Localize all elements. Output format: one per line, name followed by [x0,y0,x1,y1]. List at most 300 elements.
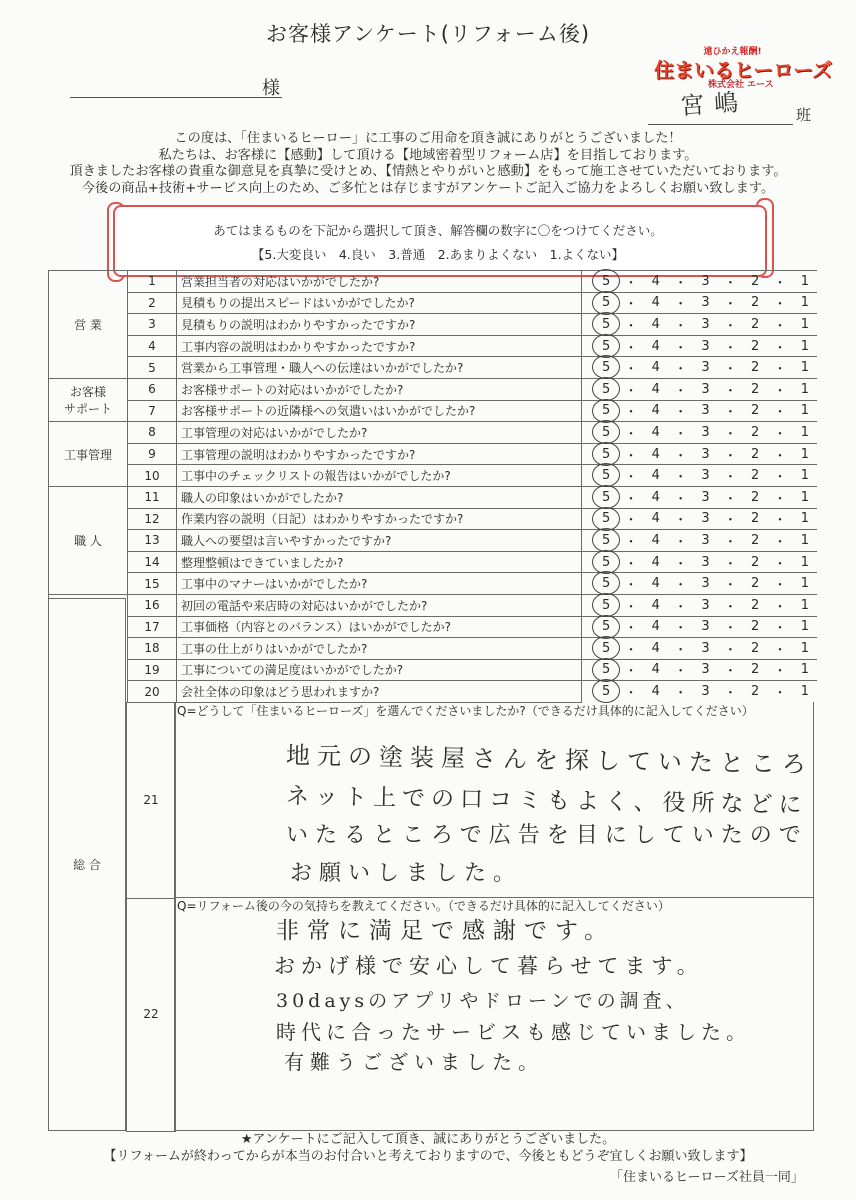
rating-scale[interactable] [582,465,818,487]
rating-option[interactable]: 4 [651,403,660,419]
page-title: お客様アンケート(リフォーム後) [265,22,591,46]
question-row [49,573,818,595]
handwritten-team-name: 宮嶋 [679,87,750,121]
q22-answer-line: 非常に満足で感謝です。 [276,918,616,944]
rating-option[interactable]: 2 [751,619,760,635]
separator-dot: ・ [624,318,638,334]
footer-text [0,1131,856,1165]
separator-dot: ・ [624,405,638,421]
separator-dot: ・ [674,491,688,507]
rating-scale[interactable] [582,378,818,400]
rating-option[interactable]: 4 [651,619,660,635]
rating-option[interactable]: 1 [800,468,809,484]
rating-option[interactable]: 2 [751,662,760,678]
q22-number: 22 [126,897,176,1132]
separator-dot: ・ [773,621,787,637]
answer-circle-mark [592,291,620,315]
rating-option[interactable]: 1 [800,403,809,419]
instruction-scroll [113,205,767,277]
instructions: あてはまるものを下記から選択して頂き、解答欄の数字に〇をつけてください。 [213,223,663,238]
question-number: 10 [128,465,177,487]
rating-option[interactable]: 3 [701,295,710,311]
rating-option[interactable]: 3 [701,273,710,289]
rating-option[interactable]: 1 [800,576,809,592]
question-text: 職人への要望は言いやすかったですか? [177,530,582,552]
question-text: 初回の電話や来店時の対応はいかがでしたか? [177,594,582,616]
answer-circle-mark [592,377,620,401]
footer-line1: ★アンケートにご記入して頂き、誠にありがとうございました。 [240,1132,616,1147]
separator-dot: ・ [674,362,688,378]
separator-dot: ・ [723,275,737,291]
answer-circle-mark [592,485,620,509]
rating-option[interactable]: 2 [751,576,760,592]
separator-dot: ・ [723,448,737,464]
rating-option[interactable]: 5 [602,295,611,311]
rating-option[interactable]: 2 [751,360,760,376]
rating-option[interactable]: 4 [651,684,660,700]
rating-option[interactable]: 4 [651,424,660,440]
company-logo [650,44,833,90]
rating-option[interactable]: 3 [701,381,710,397]
separator-dot: ・ [674,405,688,421]
rating-option[interactable]: 4 [651,381,660,397]
rating-option[interactable]: 5 [602,640,611,656]
question-number: 3 [128,314,177,336]
separator-dot: ・ [773,340,787,356]
rating-option[interactable]: 2 [751,403,760,419]
intro-line: 私たちは、お客様に【感動】して頂ける【地域密着型リフォーム店】を目指しております。 [158,147,698,163]
separator-dot: ・ [773,491,787,507]
question-row [49,335,818,357]
rating-option[interactable]: 3 [701,619,710,635]
separator-dot: ・ [674,448,688,464]
separator-dot: ・ [773,426,787,442]
category-management: 工事管理 [49,422,128,487]
rating-option[interactable]: 2 [751,316,760,332]
rating-option[interactable]: 3 [701,576,710,592]
rating-option[interactable]: 3 [701,360,710,376]
question-text: 工事中のチェックリストの報告はいかがでしたか? [177,465,582,487]
rating-option[interactable]: 4 [651,576,660,592]
rating-option[interactable]: 3 [701,424,710,440]
rating-option[interactable]: 4 [651,554,660,570]
rating-scale[interactable] [582,681,818,703]
question-text: 工事管理の説明はわかりやすかったですか? [177,443,582,465]
rating-option[interactable]: 5 [602,489,611,505]
separator-dot: ・ [773,556,787,572]
rating-option[interactable]: 5 [602,619,611,635]
separator-dot: ・ [773,318,787,334]
rating-scale[interactable] [582,508,818,530]
separator-dot: ・ [723,362,737,378]
rating-option[interactable]: 4 [651,597,660,613]
question-number: 2 [128,292,177,314]
logo-tagline: 遠ひかえ報酬! [703,47,762,57]
rating-option[interactable]: 3 [701,532,710,548]
separator-dot: ・ [723,513,737,529]
rating-option[interactable]: 1 [800,489,809,505]
separator-dot: ・ [624,599,638,615]
q21-answer-line: お願いしました。 [290,861,523,886]
separator-dot: ・ [674,513,688,529]
rating-option[interactable]: 5 [602,468,611,484]
rating-option[interactable]: 1 [800,295,809,311]
rating-option[interactable]: 4 [651,662,660,678]
rating-option[interactable]: 1 [800,597,809,613]
separator-dot: ・ [624,642,638,658]
rating-option[interactable]: 2 [751,684,760,700]
rating-option[interactable]: 4 [651,489,660,505]
separator-dot: ・ [723,664,737,680]
question-text: 会社全体の印象はどう思われますか? [177,681,582,703]
rating-scale[interactable] [582,659,818,681]
scale-legend: 【5.大変良い 4.良い 3.普通 2.あまりよくない 1.よくない】 [251,247,625,262]
separator-dot: ・ [723,621,737,637]
question-row [49,443,818,465]
q22-answer-line: おかげ様で安心して暮らせてます。 [274,954,704,978]
rating-option[interactable]: 2 [751,381,760,397]
separator-dot: ・ [674,426,688,442]
rating-option[interactable]: 4 [651,295,660,311]
customer-suffix: 様 [262,78,280,99]
rating-option[interactable]: 4 [651,273,660,289]
separator-dot: ・ [624,275,638,291]
rating-option[interactable]: 2 [751,511,760,527]
rating-option[interactable]: 2 [751,554,760,570]
separator-dot: ・ [723,426,737,442]
rating-option[interactable]: 1 [800,662,809,678]
separator-dot: ・ [624,664,638,680]
separator-dot: ・ [773,686,787,702]
rating-option[interactable]: 2 [751,424,760,440]
rating-option[interactable]: 2 [751,338,760,354]
rating-option[interactable]: 5 [602,532,611,548]
rating-option[interactable]: 1 [800,640,809,656]
separator-dot: ・ [624,513,638,529]
question-text: 職人の印象はいかがでしたか? [177,486,582,508]
customer-name-line [70,97,282,98]
rating-option[interactable]: 1 [800,273,809,289]
rating-option[interactable]: 5 [602,316,611,332]
rating-scale[interactable] [582,551,818,573]
rating-scale[interactable] [582,314,818,336]
rating-option[interactable]: 1 [800,424,809,440]
answer-circle-mark [592,507,620,531]
question-number: 16 [128,594,177,616]
rating-option[interactable]: 3 [701,511,710,527]
rating-option[interactable]: 5 [602,338,611,354]
separator-dot: ・ [773,405,787,421]
separator-dot: ・ [723,642,737,658]
q22-answer-line: 30daysのアプリやドローンでの調査、 [276,990,689,1012]
rating-scale[interactable] [582,443,818,465]
separator-dot: ・ [773,513,787,529]
rating-option[interactable]: 1 [800,684,809,700]
question-row [49,616,818,638]
separator-dot: ・ [624,578,638,594]
question-number: 13 [128,530,177,552]
question-text: 見積もりの提出スピードはいかがでしたか? [177,292,582,314]
rating-option[interactable]: 3 [701,684,710,700]
rating-option[interactable]: 5 [602,684,611,700]
question-text: 工事内容の説明はわかりやすかったですか? [177,335,582,357]
separator-dot: ・ [674,664,688,680]
question-row [49,271,818,293]
question-number: 7 [128,400,177,422]
rating-option[interactable]: 5 [602,273,611,289]
category-sales: 営 業 [49,271,128,379]
rating-option[interactable]: 3 [701,446,710,462]
separator-dot: ・ [674,599,688,615]
rating-option[interactable]: 5 [602,554,611,570]
separator-dot: ・ [723,470,737,486]
separator-dot: ・ [773,599,787,615]
question-text: 整理整頓はできていましたか? [177,551,582,573]
separator-dot: ・ [773,470,787,486]
question-text: 工事価格（内容とのバランス）はいかがでしたか? [177,616,582,638]
rating-option[interactable]: 2 [751,446,760,462]
separator-dot: ・ [723,340,737,356]
category-overall: 総 合 [48,598,126,1131]
q21-answer-line: 地元の塗装屋さんを探していたところ [285,741,814,779]
separator-dot: ・ [674,340,688,356]
rating-option[interactable]: 2 [751,273,760,289]
answer-circle-mark [592,442,620,466]
separator-dot: ・ [773,275,787,291]
question-number: 9 [128,443,177,465]
rating-option[interactable]: 1 [800,511,809,527]
intro-text [0,131,856,197]
rating-scale[interactable] [582,422,818,444]
question-row [49,465,818,487]
separator-dot: ・ [674,556,688,572]
intro-line: 頂きましたお客様の貴重な御意見を真摯に受けとめ、【情熱とやりがいと感動】をもって施工させていただいております。 [69,164,787,179]
rating-option[interactable]: 4 [651,468,660,484]
q21-number: 21 [126,702,176,899]
question-number: 17 [128,616,177,638]
question-number: 18 [128,638,177,660]
answer-circle-mark [592,593,620,617]
rating-option[interactable]: 2 [751,532,760,548]
question-number: 5 [128,357,177,379]
rating-option[interactable]: 5 [602,381,611,397]
separator-dot: ・ [723,318,737,334]
question-text: 工事中のマナーはいかがでしたか? [177,573,582,595]
rating-scale[interactable] [582,594,818,616]
intro-line: 今後の商品+技術+サービス向上のため、ご多忙とは存じますがアンケートご記入ご協力をよろしくお願い致します。 [81,180,775,196]
question-text: 作業内容の説明（日記）はわかりやすかったですか? [177,508,582,530]
rating-option[interactable]: 5 [602,446,611,462]
answer-circle-mark [592,420,620,444]
category-craftsman: 職 人 [49,486,128,594]
question-number: 6 [128,378,177,400]
question-row [49,681,818,703]
separator-dot: ・ [773,362,787,378]
question-number: 1 [128,271,177,293]
answer-circle-mark [592,658,620,682]
q22-answer-line: 時代に合ったサービスも感じていました。 [276,1020,751,1044]
q21-answer-line: いたるところで広告を目にしていたので [286,823,808,848]
rating-option[interactable]: 3 [701,597,710,613]
separator-dot: ・ [674,578,688,594]
rating-option[interactable]: 5 [602,576,611,592]
question-row [49,659,818,681]
separator-dot: ・ [773,642,787,658]
question-text: 営業担当者の対応はいかがでしたか? [177,271,582,293]
rating-option[interactable]: 4 [651,532,660,548]
separator-dot: ・ [674,534,688,550]
rating-option[interactable]: 2 [751,640,760,656]
separator-dot: ・ [624,491,638,507]
rating-option[interactable]: 1 [800,316,809,332]
rating-option[interactable]: 1 [800,532,809,548]
rating-option[interactable]: 1 [800,554,809,570]
rating-option[interactable]: 3 [701,554,710,570]
question-text: お客様サポートの対応はいかがでしたか? [177,378,582,400]
separator-dot: ・ [624,426,638,442]
rating-option[interactable]: 5 [602,424,611,440]
separator-dot: ・ [674,297,688,313]
rating-scale[interactable] [582,357,818,379]
rating-scale[interactable] [582,486,818,508]
footer-line2: 【リフォームが終わってからが本当のお付合いと考えておりますので、今後ともどうぞ宜しくお願い致します】 [103,1149,753,1164]
question-number: 15 [128,573,177,595]
separator-dot: ・ [674,275,688,291]
question-number: 19 [128,659,177,681]
category-support: お客様 サポート [49,378,128,421]
rating-option[interactable]: 3 [701,468,710,484]
separator-dot: ・ [624,534,638,550]
question-row [49,357,818,379]
rating-option[interactable]: 3 [701,316,710,332]
rating-option[interactable]: 1 [800,619,809,635]
separator-dot: ・ [674,642,688,658]
question-row [49,508,818,530]
rating-option[interactable]: 4 [651,338,660,354]
separator-dot: ・ [624,297,638,313]
separator-dot: ・ [723,599,737,615]
rating-scale[interactable] [582,530,818,552]
rating-option[interactable]: 2 [751,489,760,505]
survey-table [48,270,817,703]
rating-option[interactable]: 4 [651,316,660,332]
question-row [49,530,818,552]
separator-dot: ・ [773,448,787,464]
rating-scale[interactable] [582,638,818,660]
rating-scale[interactable] [582,271,818,293]
separator-dot: ・ [723,383,737,399]
rating-option[interactable]: 2 [751,468,760,484]
question-row [49,638,818,660]
rating-option[interactable]: 5 [602,662,611,678]
separator-dot: ・ [624,340,638,356]
separator-dot: ・ [773,578,787,594]
separator-dot: ・ [773,297,787,313]
rating-option[interactable]: 4 [651,640,660,656]
question-text: 見積もりの説明はわかりやすかったですか? [177,314,582,336]
rating-option[interactable]: 1 [800,360,809,376]
question-row [49,422,818,444]
rating-option[interactable]: 2 [751,295,760,311]
answer-circle-mark [592,399,620,423]
separator-dot: ・ [723,491,737,507]
separator-dot: ・ [624,448,638,464]
q21-prompt: Q=どうして「住まいるヒーローズ」を選んでくださいましたか?（できるだけ具体的に記入してください） [177,704,754,718]
separator-dot: ・ [624,383,638,399]
rating-scale[interactable] [582,616,818,638]
separator-dot: ・ [624,470,638,486]
rating-option[interactable]: 3 [701,338,710,354]
question-row [49,378,818,400]
rating-scale[interactable] [582,400,818,422]
rating-option[interactable]: 4 [651,446,660,462]
separator-dot: ・ [674,383,688,399]
question-row [49,486,818,508]
rating-option[interactable]: 3 [701,640,710,656]
question-text: 工事についての満足度はいかがでしたか? [177,659,582,681]
rating-option[interactable]: 1 [800,338,809,354]
rating-option[interactable]: 3 [701,403,710,419]
separator-dot: ・ [723,578,737,594]
separator-dot: ・ [624,362,638,378]
question-text: お客様サポートの近隣様への気遣いはいかがでしたか? [177,400,582,422]
separator-dot: ・ [723,405,737,421]
rating-option[interactable]: 3 [701,662,710,678]
question-number: 4 [128,335,177,357]
rating-option[interactable]: 4 [651,360,660,376]
separator-dot: ・ [773,534,787,550]
question-row [49,551,818,573]
rating-scale[interactable] [582,292,818,314]
rating-option[interactable]: 5 [602,511,611,527]
separator-dot: ・ [773,664,787,680]
question-row [49,400,818,422]
rating-option[interactable]: 5 [602,597,611,613]
rating-scale[interactable] [582,573,818,595]
separator-dot: ・ [773,383,787,399]
answer-circle-mark [592,334,620,358]
separator-dot: ・ [723,297,737,313]
rating-option[interactable]: 5 [602,403,611,419]
rating-scale[interactable] [582,335,818,357]
question-number: 11 [128,486,177,508]
separator-dot: ・ [723,686,737,702]
rating-option[interactable]: 2 [751,597,760,613]
footer-signature: 「住まいるヒーローズ社員一同」 [610,1170,804,1185]
separator-dot: ・ [674,318,688,334]
question-number: 14 [128,551,177,573]
intro-line: この度は、「住まいるヒーロー」に工事のご用命を頂き誠にありがとうございました！ [174,131,682,146]
rating-option[interactable]: 1 [800,381,809,397]
question-text: 営業から工事管理・職人への伝達はいかがでしたか? [177,357,582,379]
q22-answer-line: 有難うございました。 [284,1050,544,1074]
separator-dot: ・ [723,534,737,550]
answer-circle-mark [592,528,620,552]
answer-circle-mark [592,269,620,293]
separator-dot: ・ [674,621,688,637]
question-row [49,292,818,314]
separator-dot: ・ [674,686,688,702]
rating-option[interactable]: 5 [602,360,611,376]
q22-prompt: Q=リフォーム後の今の気持ちを教えてください。（できるだけ具体的に記入してください） [177,899,670,913]
logo-company: 株式会社 エース [708,80,774,90]
rating-option[interactable]: 4 [651,511,660,527]
question-text: 工事管理の対応はいかがでしたか? [177,422,582,444]
rating-option[interactable]: 1 [800,446,809,462]
question-number: 12 [128,508,177,530]
rating-option[interactable]: 3 [701,489,710,505]
question-number: 8 [128,422,177,444]
